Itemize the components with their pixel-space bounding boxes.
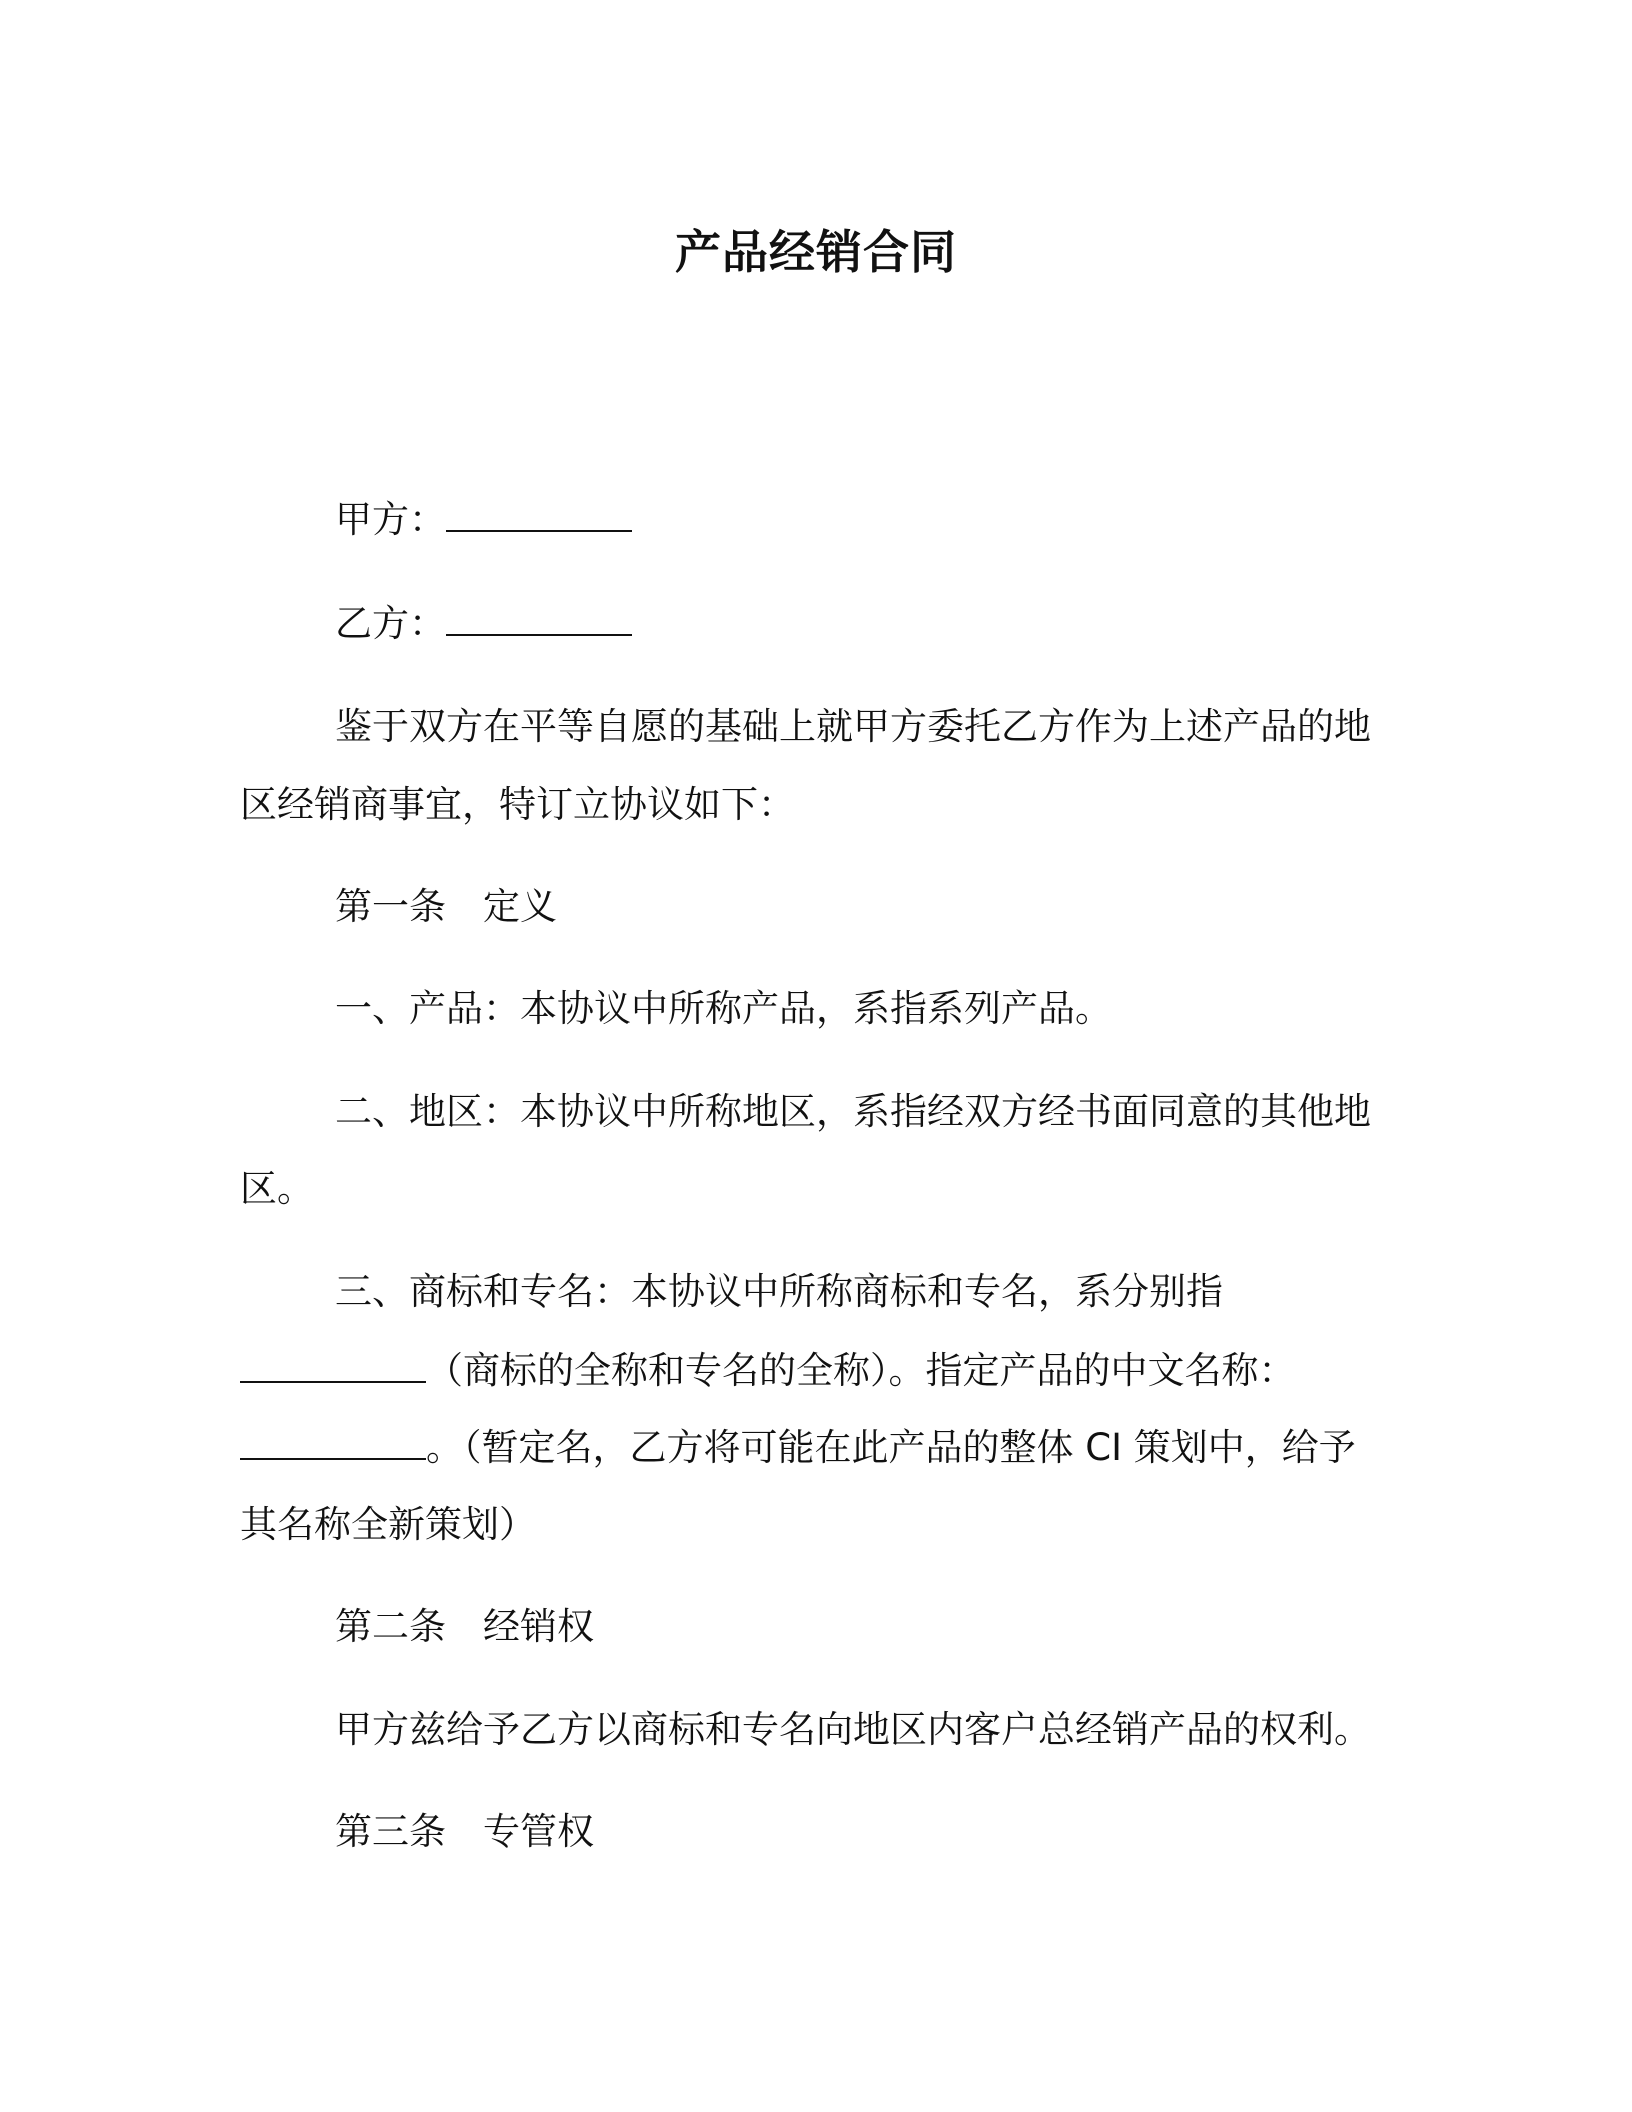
- article-1-heading: 第一条 定义: [335, 885, 557, 928]
- definition-1: 一、产品：本协议中所称产品，系指系列产品。: [335, 987, 1112, 1030]
- definition-2-line-2: 区。: [240, 1167, 314, 1210]
- definition-3-line-3: [240, 1422, 1356, 1473]
- party-a-line: [335, 494, 632, 545]
- preamble-line-2: 区经销商事宜，特订立协议如下：: [240, 783, 795, 826]
- definition-3-line-2: [240, 1345, 1296, 1396]
- definition-3-line-3-text: 。（暂定名，乙方将可能在此产品的整体 CI 策划中，给予: [426, 1426, 1356, 1469]
- definition-3-line-1: 三、商标和专名：本协议中所称商标和专名，系分别指: [335, 1270, 1223, 1313]
- article-2-body: 甲方兹给予乙方以商标和专名向地区内客户总经销产品的权利。: [335, 1708, 1371, 1751]
- party-a-label: 甲方：: [335, 498, 446, 541]
- article-3-heading: 第三条 专管权: [335, 1810, 594, 1853]
- definition-2-line-1: 二、地区：本协议中所称地区，系指经双方经书面同意的其他地: [335, 1090, 1371, 1133]
- preamble-line-1: 鉴于双方在平等自愿的基础上就甲方委托乙方作为上述产品的地: [335, 705, 1371, 748]
- party-b-blank: [446, 598, 632, 636]
- chinese-name-blank: [240, 1422, 426, 1460]
- party-b-line: [335, 598, 632, 649]
- trademark-name-blank: [240, 1345, 426, 1383]
- party-a-blank: [446, 494, 632, 532]
- definition-3-line-2-text: （商标的全称和专名的全称）。指定产品的中文名称：: [426, 1349, 1296, 1392]
- document-title: 产品经销合同: [675, 225, 957, 279]
- party-b-label: 乙方：: [335, 602, 446, 645]
- definition-3-line-4: 其名称全新策划）: [240, 1503, 536, 1546]
- article-2-heading: 第二条 经销权: [335, 1605, 594, 1648]
